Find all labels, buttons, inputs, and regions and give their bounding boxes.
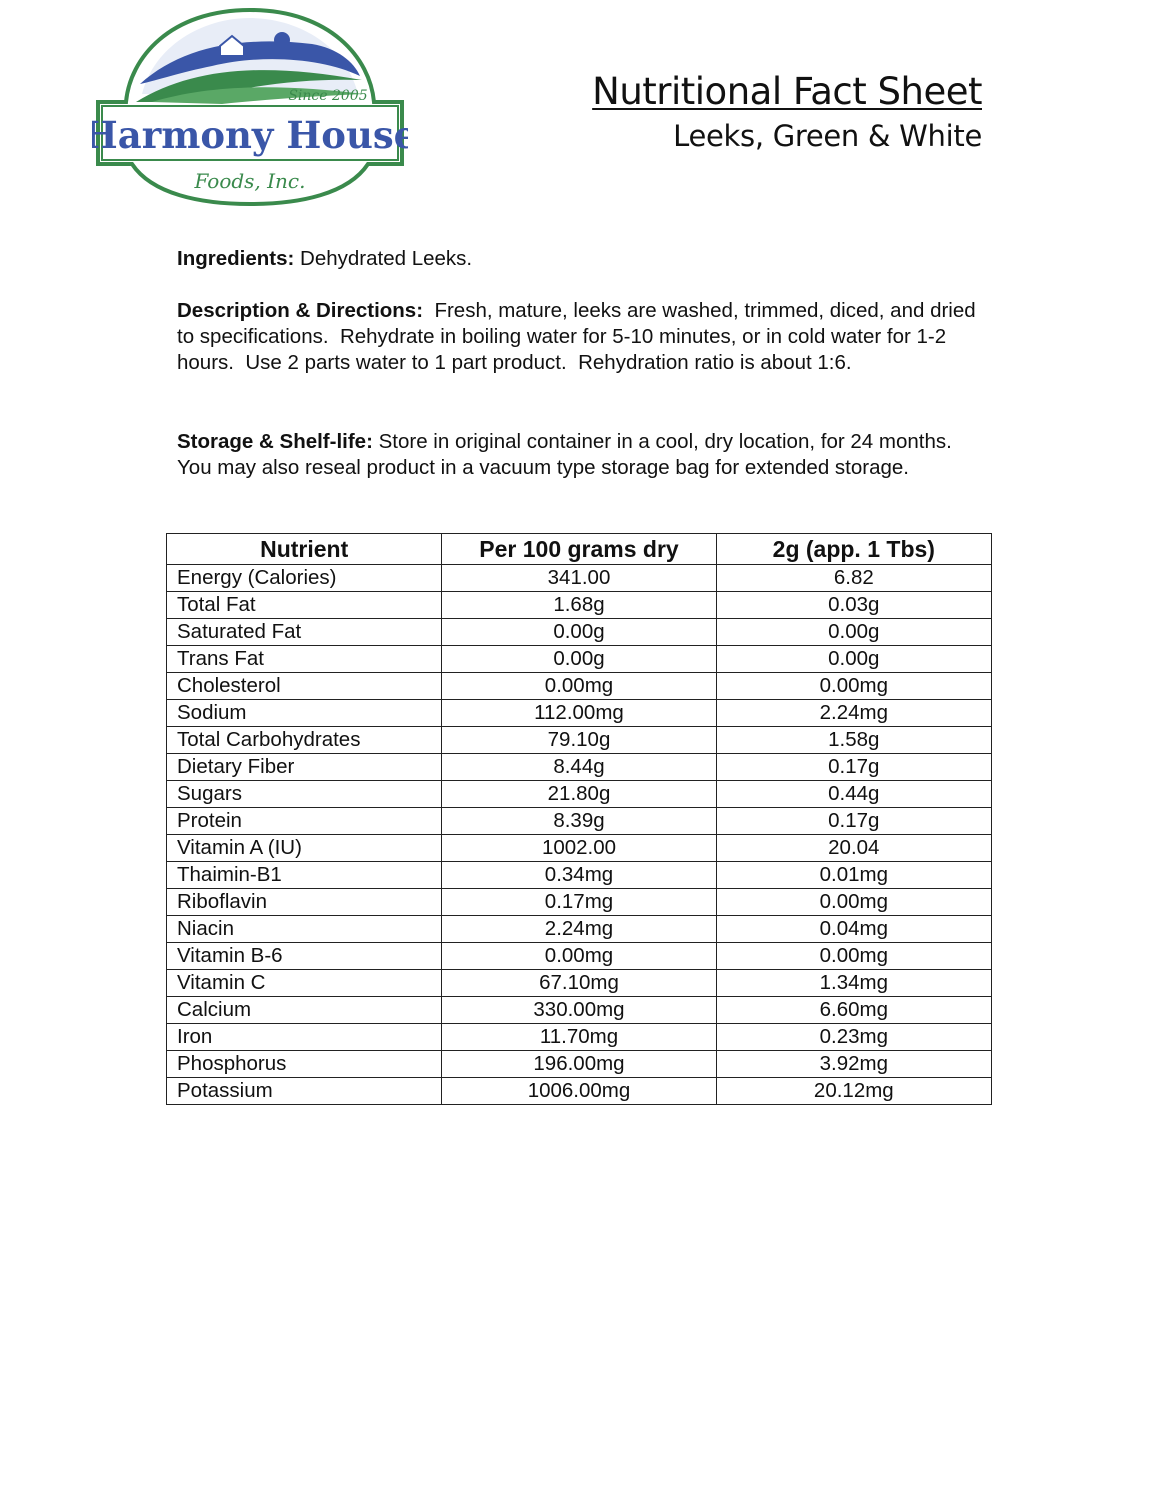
nutrient-cell: Sodium: [167, 700, 442, 727]
table-row: [167, 1024, 992, 1051]
header-per-100g: Per 100 grams dry: [442, 534, 716, 565]
table-row: [167, 700, 992, 727]
table-body: [167, 565, 992, 1105]
logo-since: Since 2005: [288, 88, 368, 104]
harmony-house-logo: [92, 6, 408, 208]
per-100g-cell: 341.00: [442, 565, 716, 592]
table-row: [167, 970, 992, 997]
logo-sub: Foods, Inc.: [194, 169, 306, 193]
logo-brand: Harmony House: [92, 113, 408, 157]
table-row: [167, 592, 992, 619]
table-row: [167, 646, 992, 673]
ingredients-label: Ingredients:: [177, 247, 295, 270]
per-2g-cell: 0.04mg: [716, 916, 991, 943]
table-row: [167, 619, 992, 646]
nutrient-cell: Sugars: [167, 781, 442, 808]
nutrient-cell: Total Fat: [167, 592, 442, 619]
per-2g-cell: 6.60mg: [716, 997, 991, 1024]
per-100g-cell: 2.24mg: [442, 916, 716, 943]
storage-paragraph: [177, 429, 987, 481]
page-title: Nutritional Fact Sheet: [592, 70, 982, 113]
nutrient-cell: Vitamin A (IU): [167, 835, 442, 862]
nutrient-cell: Trans Fat: [167, 646, 442, 673]
per-2g-cell: 0.00g: [716, 646, 991, 673]
ingredients-text: Dehydrated Leeks.: [294, 247, 473, 270]
per-2g-cell: 0.01mg: [716, 862, 991, 889]
table-header-row: [167, 534, 992, 565]
per-100g-cell: 1.68g: [442, 592, 716, 619]
description-paragraph: [177, 298, 987, 376]
table-row: [167, 943, 992, 970]
description-text: Fresh, mature, leeks are washed, trimmed, diced, and dried to specifications. Rehydrate in boiling water for 5-10 minutes, or in cold water for 1-2 hours. Use 2 parts water to 1 part product. Rehydration ratio is about 1:6.: [177, 299, 982, 374]
description-label: Description & Directions:: [177, 299, 424, 322]
per-100g-cell: 330.00mg: [442, 997, 716, 1024]
table-row: [167, 781, 992, 808]
per-2g-cell: 0.00mg: [716, 673, 991, 700]
per-100g-cell: 1002.00: [442, 835, 716, 862]
nutrient-cell: Niacin: [167, 916, 442, 943]
table-row: [167, 808, 992, 835]
per-2g-cell: 0.23mg: [716, 1024, 991, 1051]
table-row: [167, 754, 992, 781]
nutrient-cell: Iron: [167, 1024, 442, 1051]
nutrient-cell: Potassium: [167, 1078, 442, 1105]
per-2g-cell: 0.17g: [716, 808, 991, 835]
nutrient-cell: Protein: [167, 808, 442, 835]
title-block: [592, 70, 982, 153]
nutrient-cell: Vitamin C: [167, 970, 442, 997]
per-2g-cell: 3.92mg: [716, 1051, 991, 1078]
per-100g-cell: 0.00mg: [442, 673, 716, 700]
table-row: [167, 673, 992, 700]
table-row: [167, 565, 992, 592]
per-2g-cell: 6.82: [716, 565, 991, 592]
table-row: [167, 997, 992, 1024]
per-2g-cell: 1.34mg: [716, 970, 991, 997]
per-2g-cell: 0.00g: [716, 619, 991, 646]
table-row: [167, 889, 992, 916]
table-row: [167, 862, 992, 889]
nutrient-cell: Phosphorus: [167, 1051, 442, 1078]
per-2g-cell: 0.17g: [716, 754, 991, 781]
per-2g-cell: 20.12mg: [716, 1078, 991, 1105]
nutrition-table: [166, 533, 992, 1105]
nutrient-cell: Energy (Calories): [167, 565, 442, 592]
header-nutrient: Nutrient: [167, 534, 442, 565]
per-2g-cell: 0.00mg: [716, 943, 991, 970]
per-2g-cell: 0.00mg: [716, 889, 991, 916]
per-100g-cell: 0.17mg: [442, 889, 716, 916]
per-100g-cell: 8.44g: [442, 754, 716, 781]
per-2g-cell: 0.44g: [716, 781, 991, 808]
table-row: [167, 1078, 992, 1105]
per-100g-cell: 67.10mg: [442, 970, 716, 997]
per-100g-cell: 11.70mg: [442, 1024, 716, 1051]
nutrient-cell: Cholesterol: [167, 673, 442, 700]
nutrient-cell: Riboflavin: [167, 889, 442, 916]
page-subtitle: Leeks, Green & White: [673, 119, 982, 153]
nutrient-cell: Saturated Fat: [167, 619, 442, 646]
table-row: [167, 727, 992, 754]
per-100g-cell: 79.10g: [442, 727, 716, 754]
per-100g-cell: 1006.00mg: [442, 1078, 716, 1105]
per-100g-cell: 21.80g: [442, 781, 716, 808]
header-2g: 2g (app. 1 Tbs): [716, 534, 991, 565]
table-row: [167, 835, 992, 862]
ingredients-paragraph: [177, 246, 987, 272]
per-2g-cell: 20.04: [716, 835, 991, 862]
nutrient-cell: Thaimin-B1: [167, 862, 442, 889]
per-2g-cell: 0.03g: [716, 592, 991, 619]
per-100g-cell: 8.39g: [442, 808, 716, 835]
per-100g-cell: 0.00g: [442, 646, 716, 673]
nutrient-cell: Dietary Fiber: [167, 754, 442, 781]
per-100g-cell: 196.00mg: [442, 1051, 716, 1078]
storage-text: Store in original container in a cool, dry location, for 24 months. You may also reseal product in a vacuum type storage bag for extended storage.: [177, 430, 963, 479]
per-100g-cell: 112.00mg: [442, 700, 716, 727]
nutrient-cell: Total Carbohydrates: [167, 727, 442, 754]
nutrient-cell: Calcium: [167, 997, 442, 1024]
table-row: [167, 916, 992, 943]
storage-label: Storage & Shelf-life:: [177, 430, 373, 453]
per-100g-cell: 0.34mg: [442, 862, 716, 889]
per-2g-cell: 2.24mg: [716, 700, 991, 727]
per-100g-cell: 0.00mg: [442, 943, 716, 970]
per-100g-cell: 0.00g: [442, 619, 716, 646]
per-2g-cell: 1.58g: [716, 727, 991, 754]
nutrient-cell: Vitamin B-6: [167, 943, 442, 970]
table-row: [167, 1051, 992, 1078]
